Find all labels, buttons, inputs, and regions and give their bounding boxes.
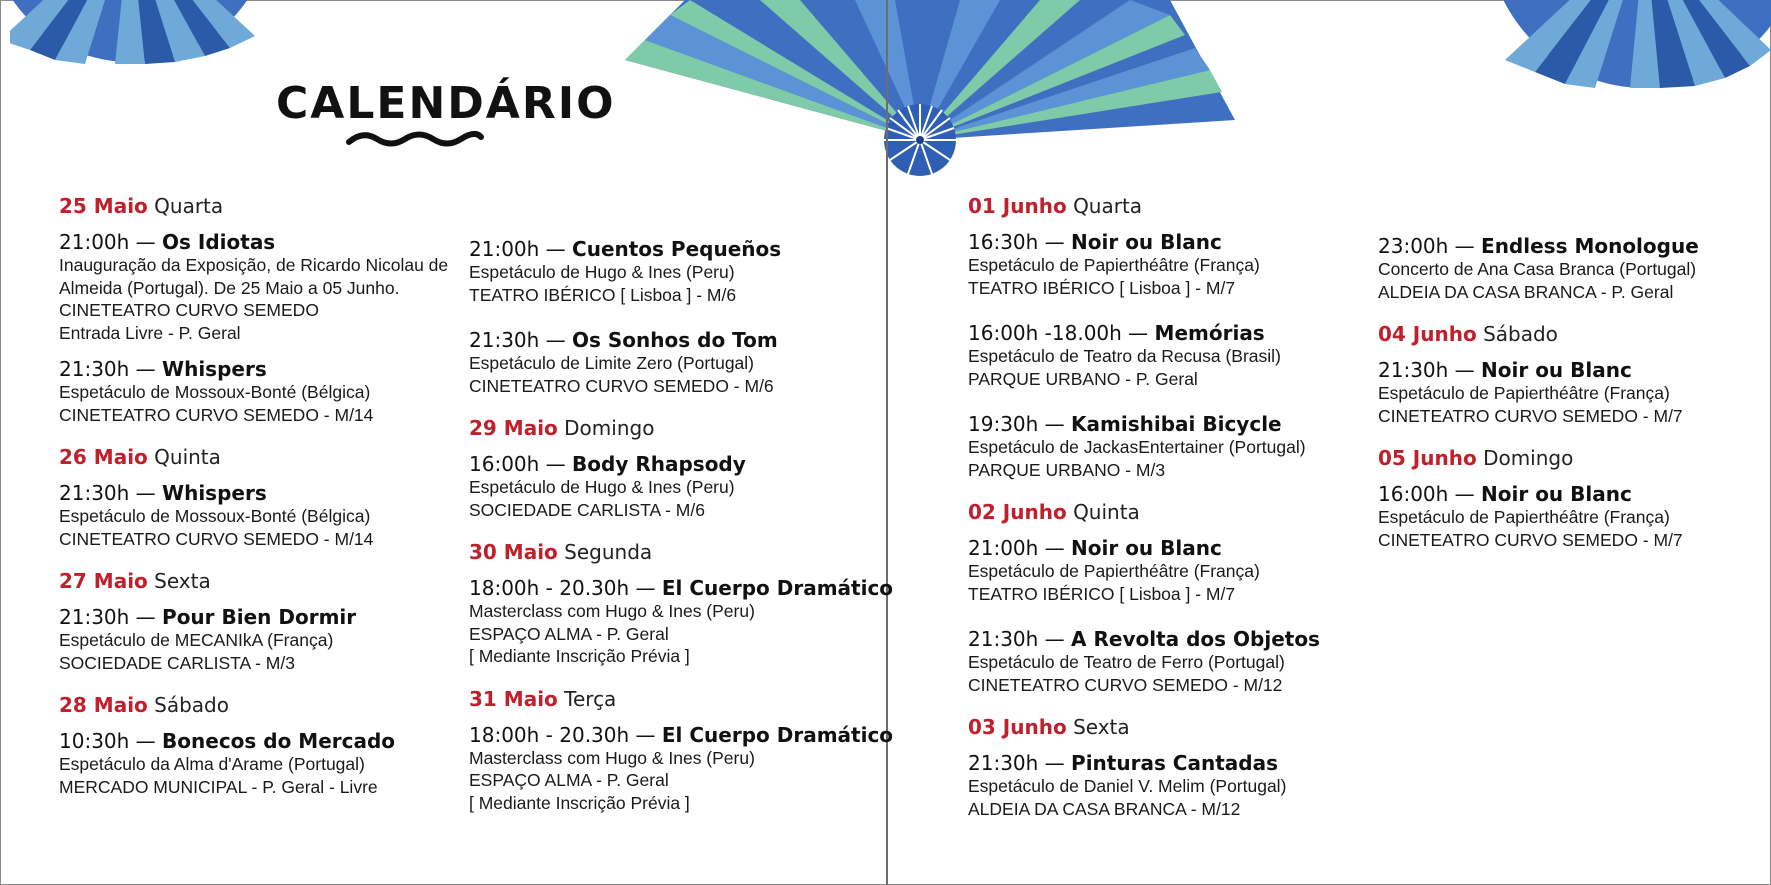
event-venue: SOCIEDADE CARLISTA - M/6 [469,499,705,520]
event-time: 21:30h — [1378,358,1482,382]
event-heading [469,328,879,352]
day-header [59,445,459,469]
day-weekday: Quinta [1073,500,1140,524]
event-venue: TEATRO IBÉRICO [ Lisboa ] - M/7 [968,277,1236,298]
day-header [1378,446,1758,470]
day-header [1378,322,1758,346]
event-detail: Masterclass com Hugo & Ines (Peru) [469,747,755,768]
event-heading [968,321,1368,345]
event-venue: ALDEIA DA CASA BRANCA - P. Geral [1378,281,1674,302]
schedule-column-2 [469,237,894,814]
event-title: Noir ou Blanc [1481,358,1632,382]
event-detail: Espetáculo de Limite Zero (Portugal) [469,353,754,373]
event-time: 21:00h — [469,237,573,261]
event-venue: ESPAÇO ALMA - P. Geral [469,623,669,644]
day-date: 05 Junho [1378,446,1477,470]
title-squiggle-decoration [345,128,485,150]
event-title: Endless Monologue [1481,234,1699,258]
event-title: Noir ou Blanc [1071,230,1222,254]
day-date: 25 Maio [59,194,148,218]
event-title: El Cuerpo Dramático [661,722,894,747]
fan-decoration-top-left [10,0,260,68]
event-time: 10:30h — [59,729,163,753]
day-date: 03 Junho [968,715,1067,739]
event-heading [59,481,459,505]
event-heading [59,729,459,753]
event-detail: Espetáculo de Teatro da Recusa (Brasil) [968,346,1281,366]
day-date: 27 Maio [59,569,148,593]
day-header [59,569,459,593]
day-weekday: Quarta [1073,194,1143,218]
event-heading [59,230,459,254]
event-time: 23:00h — [1378,234,1482,258]
day-weekday: Sábado [1483,322,1558,346]
event-title: El Cuerpo Dramático [661,576,894,600]
event-heading [1378,482,1758,506]
event-time: 21:30h — [968,627,1072,651]
event-time: 21:30h — [59,357,163,381]
event-heading [469,576,894,600]
day-date: 01 Junho [968,194,1067,218]
day-date: 04 Junho [1378,322,1477,346]
day-header [968,194,1368,218]
event-venue: TEATRO IBÉRICO [ Lisboa ] - M/7 [968,583,1236,604]
day-date: 02 Junho [968,500,1067,524]
day-date: 31 Maio [469,686,558,711]
center-spine [886,0,888,885]
event-title: Noir ou Blanc [1071,536,1222,560]
day-weekday: Quinta [154,445,221,469]
event-detail: Concerto de Ana Casa Branca (Portugal) [1378,259,1697,279]
event-venue: CINETEATRO CURVO SEMEDO - M/7 [1378,405,1683,426]
event-detail: Espetáculo de Hugo & Ines (Peru) [469,262,735,282]
event-heading [469,237,879,261]
event-detail: Espetáculo de Papierthéâtre (França) [968,255,1260,275]
schedule-column-4 [1378,234,1758,551]
event-detail: Espetáculo de Mossoux-Bonté (Bélgica) [59,382,371,402]
event-title: Memórias [1154,321,1265,345]
event-title: Whispers [162,357,267,381]
fan-decoration-top-right [1495,0,1771,90]
day-header [469,416,879,440]
event-time: 16:00h -18.00h — [968,321,1155,345]
day-header [469,687,879,711]
event-time: 16:00h — [469,452,573,476]
event-heading [59,605,459,629]
day-weekday: Segunda [564,540,653,564]
event-venue: CINETEATRO CURVO SEMEDO - M/14 [59,404,374,425]
day-weekday: Domingo [1483,446,1574,470]
event-detail: Espetáculo de Daniel V. Melim (Portugal) [968,776,1287,796]
event-heading [469,452,879,476]
event-detail: Espetáculo de Mossoux-Bonté (Bélgica) [59,506,371,526]
day-weekday: Sexta [154,569,211,593]
event-note: [ Mediante Inscrição Prévia ] [469,792,690,813]
event-time: 21:00h — [59,230,163,254]
event-admission: Entrada Livre - P. Geral [59,322,241,343]
event-heading [59,357,459,381]
event-detail: Espetáculo de Papierthéâtre (França) [1378,507,1670,527]
event-heading [968,412,1368,436]
day-weekday: Sexta [1073,715,1130,739]
event-venue: CINETEATRO CURVO SEMEDO [59,300,319,320]
event-time: 21:30h — [59,481,163,505]
day-header [469,540,879,564]
event-venue: CINETEATRO CURVO SEMEDO - M/14 [59,528,374,549]
event-time: 16:30h — [968,230,1072,254]
event-venue: PARQUE URBANO - M/3 [968,459,1166,480]
event-detail: Espetáculo da Alma d'Arame (Portugal) [59,754,365,774]
event-heading [1378,358,1758,382]
event-detail: Espetáculo de Hugo & Ines (Peru) [469,477,735,497]
event-venue: ALDEIA DA CASA BRANCA - M/12 [968,798,1241,819]
event-venue: MERCADO MUNICIPAL - P. Geral - Livre [59,776,378,797]
day-header [59,693,459,717]
event-title: Kamishibai Bicycle [1071,412,1282,436]
event-note: [ Mediante Inscrição Prévia ] [469,646,690,666]
event-title: Pour Bien Dormir [162,605,357,629]
event-time: 18:00h - 20.30h — [469,576,662,600]
event-heading [968,751,1368,775]
event-title: Bonecos do Mercado [162,729,396,753]
event-venue: ESPAÇO ALMA - P. Geral [469,770,669,790]
event-detail: Espetáculo de JackasEntertainer (Portugal) [968,437,1306,457]
event-venue: TEATRO IBÉRICO [ Lisboa ] - M/6 [469,284,737,305]
event-title: Os Idiotas [162,230,276,254]
fan-decoration-center [610,0,1240,180]
event-title: Body Rhapsody [572,452,746,476]
event-time: 21:00h — [968,536,1072,560]
event-title: Noir ou Blanc [1481,482,1632,506]
day-weekday: Sábado [154,693,229,717]
event-detail: Masterclass com Hugo & Ines (Peru) [469,601,755,621]
event-detail: Espetáculo de Teatro de Ferro (Portugal) [968,652,1285,672]
event-time: 19:30h — [968,412,1072,436]
event-heading [1378,234,1758,258]
day-date: 26 Maio [59,445,148,469]
event-heading [968,536,1368,560]
event-detail: Espetáculo de Papierthéâtre (França) [1378,383,1670,403]
event-venue: SOCIEDADE CARLISTA - M/3 [59,652,295,673]
event-title: A Revolta dos Objetos [1071,627,1320,651]
event-title: Pinturas Cantadas [1071,751,1278,775]
day-weekday: Domingo [564,416,655,440]
event-time: 16:00h — [1378,482,1482,506]
event-title: Cuentos Pequeños [572,237,782,261]
day-header [59,194,459,218]
event-detail: Espetáculo de MECANIkA (França) [59,630,334,650]
event-time: 21:30h — [469,328,573,352]
event-venue: CINETEATRO CURVO SEMEDO - M/7 [1378,529,1683,550]
day-header [968,715,1368,739]
event-venue: CINETEATRO CURVO SEMEDO - M/6 [469,375,774,396]
day-weekday: Terça [564,686,617,711]
day-header [968,500,1368,524]
event-heading [469,722,894,747]
event-time: 18:00h - 20.30h — [469,722,662,747]
day-date: 30 Maio [469,540,558,564]
day-date: 28 Maio [59,693,148,717]
day-weekday: Quarta [154,194,224,218]
schedule-column-1 [59,194,459,798]
event-time: 21:30h — [59,605,163,629]
event-heading [968,230,1368,254]
page-title: CALENDÁRIO [276,78,616,129]
event-detail: Inauguração da Exposição, de Ricardo Nicolau de Almeida (Portugal). De 25 Maio a 05 Junho. [59,255,449,298]
event-venue: CINETEATRO CURVO SEMEDO - M/12 [968,674,1283,695]
event-venue: PARQUE URBANO - P. Geral [968,368,1198,389]
event-title: Os Sonhos do Tom [572,328,778,352]
day-date: 29 Maio [469,416,558,440]
event-time: 21:30h — [968,751,1072,775]
event-detail: Espetáculo de Papierthéâtre (França) [968,561,1260,581]
schedule-column-3 [968,194,1368,820]
event-title: Whispers [162,481,267,505]
event-heading [968,627,1368,651]
